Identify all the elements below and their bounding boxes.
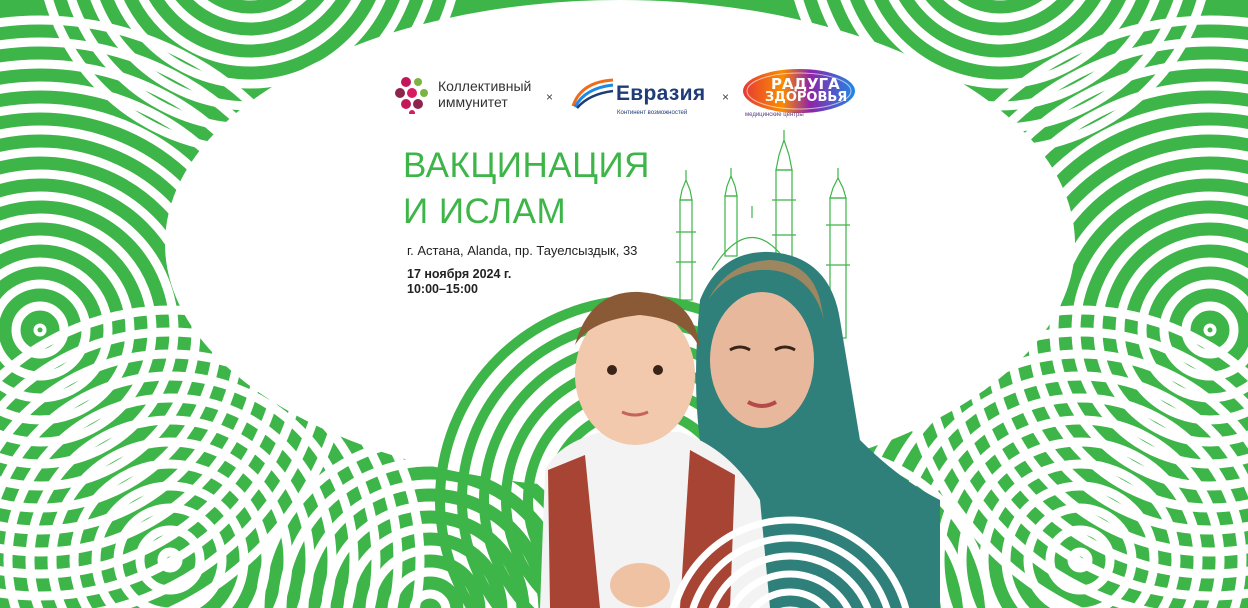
logo-separator-1: × bbox=[546, 90, 554, 104]
evraziya-name: Евразия bbox=[616, 82, 706, 105]
raduga-zdorovya-logo bbox=[741, 66, 861, 130]
kollektivny-line1: Коллективный bbox=[438, 78, 532, 94]
raduga-tagline: медицинские центры bbox=[745, 112, 804, 118]
ring-stroke bbox=[1208, 328, 1212, 332]
kollektivny-line2: иммунитет bbox=[438, 94, 508, 110]
event-address: г. Астана, Alanda, пр. Тауелсыздык, 33 bbox=[407, 243, 638, 258]
raduga-line2: ЗДОРОВЬЯ bbox=[765, 90, 848, 105]
raduga-line1: РАДУГА bbox=[771, 75, 840, 93]
event-title bbox=[403, 143, 650, 235]
event-title-line1: ВАКЦИНАЦИЯ bbox=[403, 146, 650, 185]
evraziya-logo bbox=[571, 72, 716, 122]
evraziya-tagline: Континент возможностей bbox=[617, 110, 688, 116]
grape-cluster-logo-icon bbox=[395, 74, 433, 114]
kollektivny-immunitet-logo bbox=[395, 74, 545, 114]
ring-stroke bbox=[38, 328, 42, 332]
event-date: 17 ноября 2024 г. bbox=[407, 267, 512, 281]
event-datetime bbox=[407, 267, 511, 297]
swoosh-logo-icon bbox=[571, 76, 615, 110]
event-title-line2: И ИСЛАМ bbox=[403, 192, 567, 231]
logo-separator-2: × bbox=[722, 90, 730, 104]
event-time: 10:00–15:00 bbox=[407, 282, 478, 296]
